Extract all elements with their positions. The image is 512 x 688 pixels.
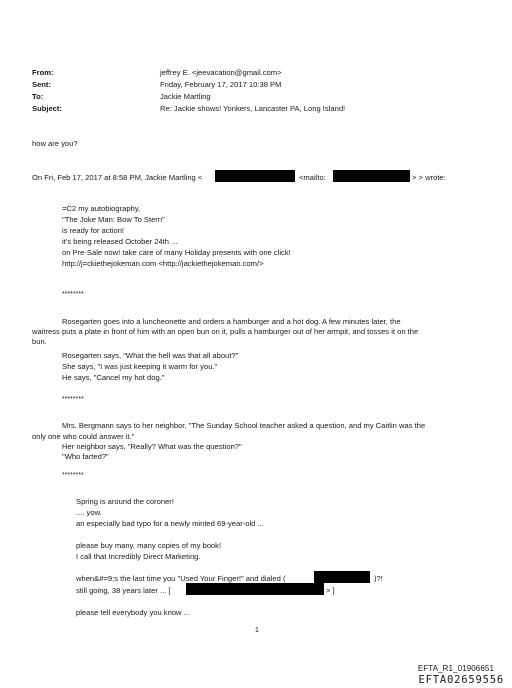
going-line-b: > ] [326, 586, 335, 595]
separator: ******** [62, 291, 84, 298]
closing-line: .... yow. [76, 508, 102, 517]
redaction-bar [215, 170, 295, 182]
quote-intro-b: <mailto: [299, 173, 326, 182]
sent-label: Sent: [32, 80, 51, 89]
closing-line: I call that Incredibly Direct Marketing. [76, 552, 201, 561]
separator: ******** [62, 396, 84, 403]
joke2-line: only one who could answer it." [32, 432, 135, 441]
bates-number-primary: EFTA_R1_01906651 [417, 664, 494, 673]
joke1-line: waitress puts a plate in front of him with an open bun on it, pulls a hamburger out of her armpit, and tosses it on the [32, 327, 419, 336]
joke1-dialog-line: He says, "Cancel my hot dog." [62, 373, 165, 382]
redaction-bar [186, 583, 324, 595]
redaction-bar [314, 571, 370, 583]
promo-line: it's being released October 24th ... [62, 237, 178, 246]
from-value: jeffrey E. <jeevacation@gmail.com> [160, 68, 282, 77]
joke2-line: Mrs. Bergmann says to her neighbor, "The Sunday School teacher asked a question, and my Caitlin was the [62, 421, 426, 430]
joke2-dialog-line: "Who farted?" [62, 452, 109, 461]
closing-line: please buy many, many copies of my book! [76, 541, 222, 550]
sent-value: Friday, February 17, 2017 10:38 PM [160, 80, 282, 89]
joke1-line: bun. [32, 337, 47, 346]
promo-line: is ready for action! [62, 226, 125, 235]
joke1-dialog-line: Rosegarten says, "What the hell was that all about?" [62, 351, 239, 360]
subject-label: Subject: [32, 104, 62, 113]
joke1-dialog-line: She says, "I was just keeping it warm for you." [62, 362, 218, 371]
finger-line-a: when&#=9;s the last time you "Used Your Finger!" and dialed ( [76, 574, 286, 583]
closing-line: Spring is around the coroner! [76, 497, 174, 506]
quote-intro-c: > > wrote: [412, 173, 446, 182]
finger-line-b: )?! [374, 574, 383, 583]
reply-text: how are you? [32, 139, 78, 148]
subject-value: Re: Jackie shows! Yonkers, Lancaster PA, Long Island! [160, 104, 346, 113]
bates-number-secondary: EFTA02659556 [418, 674, 504, 686]
promo-line: "The Joke Man: Bow To Stern" [62, 215, 165, 224]
tell-line: please tell everybody you know ... [76, 608, 190, 617]
redaction-bar [333, 170, 410, 182]
to-label: To: [32, 92, 44, 101]
promo-line: =C2 my autobiography, [62, 204, 141, 213]
closing-line: an especially bad typo for a newly minted 69-year-old ... [76, 519, 264, 528]
to-value: Jackie Martling [160, 92, 211, 101]
page-number: 1 [255, 627, 259, 634]
quote-intro-a: On Fri, Feb 17, 2017 at 8:58 PM, Jackie Martling < [32, 173, 203, 182]
from-label: From: [32, 68, 54, 77]
joke2-dialog-line: Her neighbor says, "Really? What was the question?" [62, 442, 242, 451]
joke1-line: Rosegarten goes into a luncheonette and orders a hamburger and a hot dog. A few minutes later, the [62, 317, 401, 326]
separator: ******** [62, 472, 84, 479]
going-line-a: still going, 38 years later ... [ [76, 586, 171, 595]
promo-line: http://j=ckiethejokeman.com <http://jackiethejokeman.com/> [62, 259, 264, 268]
promo-line: on Pre-Sale now! take care of many Holiday presents with one click! [62, 248, 291, 257]
